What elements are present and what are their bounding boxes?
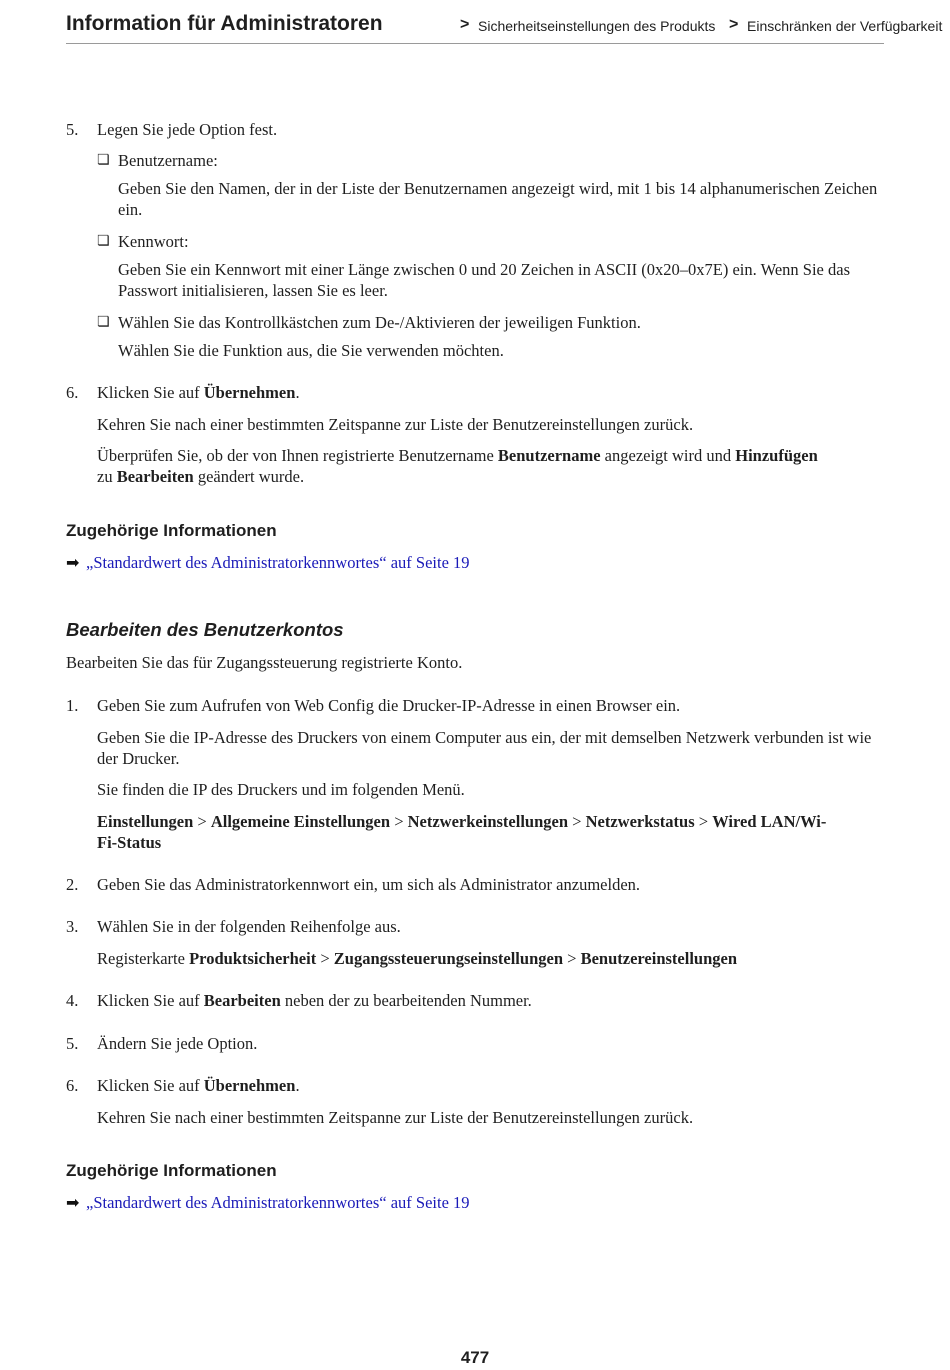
- step-text: Klicken Sie auf Bearbeiten neben der zu bearbeitenden Nummer.: [97, 991, 532, 1010]
- arrow-right-icon: ➡: [66, 1193, 80, 1212]
- step-paragraph: Kehren Sie nach einer bestimmten Zeitspanne zur Liste der Benutzereinstellungen zurück.: [97, 415, 694, 434]
- section-title: Bearbeiten des Benutzerkontos: [66, 619, 344, 640]
- header-title: Information für Administratoren: [66, 12, 383, 35]
- checkbox-icon: ❏: [97, 233, 110, 249]
- apply-ui-term: Übernehmen: [203, 383, 296, 402]
- step-text: Wählen Sie in der folgenden Reihenfolge aus.: [97, 917, 401, 936]
- step-text: Geben Sie zum Aufrufen von Web Config die Drucker-IP-Adresse in einen Browser ein.: [97, 696, 681, 715]
- step-number: 3.: [66, 917, 79, 936]
- breadcrumb-item-restrict-availability: Einschränken der Verfügbarkeit: [747, 18, 943, 34]
- page-header: [66, 10, 943, 44]
- related-info-heading: Zugehörige Informationen: [66, 521, 277, 540]
- checkbox-icon: ❏: [97, 152, 110, 168]
- step-number: 5.: [66, 1034, 79, 1053]
- step-text: Ändern Sie jede Option.: [97, 1034, 258, 1053]
- step-text: Klicken Sie auf Übernehmen.: [97, 1076, 300, 1095]
- step-number: 4.: [66, 991, 79, 1010]
- step-paragraph: Überprüfen Sie, ob der von Ihnen registrierte Benutzername Benutzername angezeigt wird und Hinzufügen zu Bearbeiten geändert wurde.: [97, 446, 818, 486]
- option-label-username: Benutzername:: [118, 151, 218, 170]
- step-number: 5.: [66, 120, 79, 139]
- option-label-function: Wählen Sie das Kontrollkästchen zum De-/Aktivieren der jeweiligen Funktion.: [118, 313, 641, 332]
- checkbox-icon: ❏: [97, 314, 110, 330]
- step-text: Klicken Sie auf Übernehmen.: [97, 383, 300, 402]
- breadcrumb-item-security-settings: Sicherheitseinstellungen des Produkts: [478, 18, 716, 34]
- menu-path: Registerkarte Produktsicherheit > Zugangssteuerungseinstellungen > Benutzereinstellungen: [97, 949, 738, 968]
- option-label-password: Kennwort:: [118, 232, 189, 251]
- breadcrumb-separator: >: [460, 16, 470, 33]
- step-paragraph: Geben Sie die IP-Adresse des Druckers von einem Computer aus ein, der mit demselben Netzwerk verbunden ist wie der Drucker.: [97, 728, 872, 768]
- related-info-heading: Zugehörige Informationen: [66, 1161, 277, 1180]
- option-desc-username: Geben Sie den Namen, der in der Liste der Benutzernamen angezeigt wird, mit 1 bis 14 alphanumerischen Zeichen ein.: [118, 179, 878, 219]
- step-number: 2.: [66, 875, 79, 894]
- step-number: 6.: [66, 1076, 79, 1095]
- related-link-admin-password[interactable]: „Standardwert des Administratorkennwortes“ auf Seite 19: [86, 1193, 470, 1212]
- arrow-right-icon: ➡: [66, 553, 80, 572]
- related-link-admin-password[interactable]: „Standardwert des Administratorkennwortes“ auf Seite 19: [86, 553, 470, 572]
- step-number: 1.: [66, 696, 79, 715]
- menu-path: Einstellungen > Allgemeine Einstellungen > Netzwerkeinstellungen > Netzwerkstatus > Wired LAN/Wi- Fi-Status: [97, 812, 827, 852]
- breadcrumb-separator: >: [729, 16, 739, 33]
- option-desc-password: Geben Sie ein Kennwort mit einer Länge zwischen 0 und 20 Zeichen in ASCII (0x20–0x7E) ein. Wenn Sie das Passwort initialisieren, lassen Sie es leer.: [118, 260, 850, 300]
- step-number: 6.: [66, 383, 79, 402]
- step-paragraph: Kehren Sie nach einer bestimmten Zeitspanne zur Liste der Benutzereinstellungen zurück.: [97, 1108, 694, 1127]
- step-text: Geben Sie das Administratorkennwort ein, um sich als Administrator anzumelden.: [97, 875, 641, 894]
- section-intro: Bearbeiten Sie das für Zugangssteuerung registrierte Konto.: [66, 653, 463, 672]
- option-desc-function: Wählen Sie die Funktion aus, die Sie verwenden möchten.: [118, 341, 504, 360]
- step-paragraph: Sie finden die IP des Druckers und im folgenden Menü.: [97, 780, 465, 799]
- step-text: Legen Sie jede Option fest.: [97, 120, 278, 139]
- page-number: 477: [460, 1348, 490, 1367]
